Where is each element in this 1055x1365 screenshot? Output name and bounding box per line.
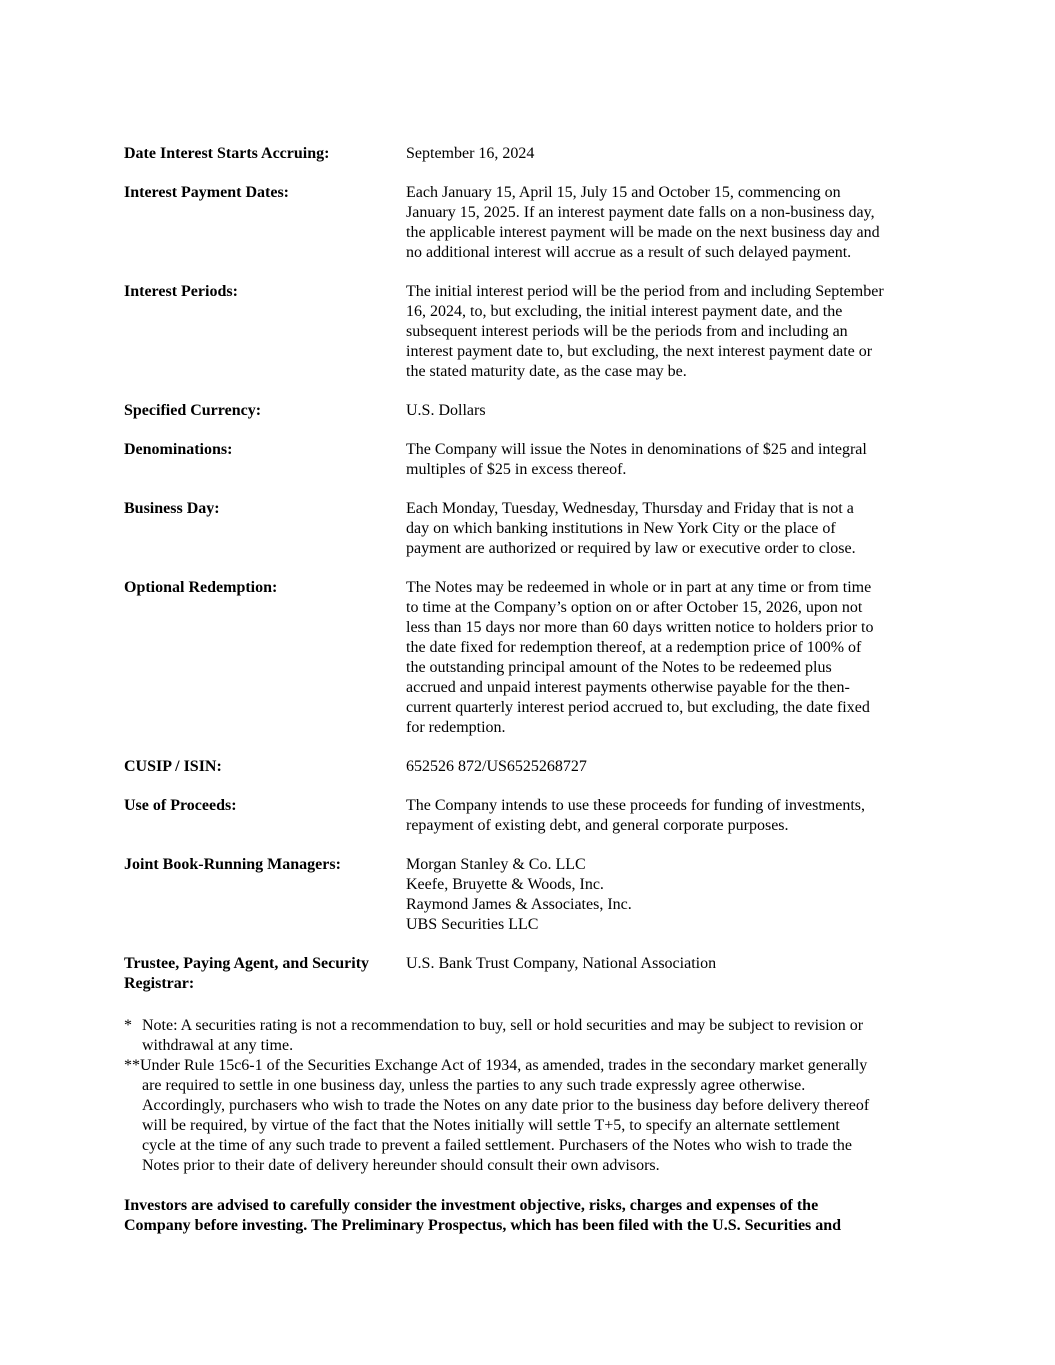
term-row — [124, 440, 934, 480]
term-row — [124, 578, 934, 738]
term-sheet-page — [124, 144, 934, 1236]
term-value-line: Keefe, Bruyette & Woods, Inc. — [406, 876, 604, 893]
closing-line: Investors are advised to carefully consider the investment objective, risks, charges and expenses of the — [124, 1197, 819, 1214]
term-value-line: 16, 2024, to, but excluding, the initial interest payment date, and the — [406, 303, 843, 320]
term-value — [406, 757, 934, 777]
term-value — [406, 855, 934, 935]
term-value-line: The Company will issue the Notes in denominations of $25 and integral — [406, 441, 867, 458]
term-value — [406, 578, 934, 738]
term-value-line: September 16, 2024 — [406, 145, 535, 162]
term-value-line: The Company intends to use these proceeds for funding of investments, — [406, 797, 866, 814]
footnote-text — [142, 1016, 934, 1056]
term-value-line: Each Monday, Tuesday, Wednesday, Thursday and Friday that is not a — [406, 500, 854, 517]
term-value-line: the stated maturity date, as the case may be. — [406, 363, 687, 380]
footnote — [124, 1056, 934, 1176]
term-label: Optional Redemption: — [124, 579, 278, 596]
footnote-text — [124, 1057, 934, 1176]
term-value-line: The Notes may be redeemed in whole or in part at any time or from time — [406, 579, 872, 596]
footnote-line: Note: A securities rating is not a recommendation to buy, sell or hold securities and may be subject to revision or — [142, 1017, 864, 1034]
term-value — [406, 499, 934, 559]
term-value-line: the date fixed for redemption thereof, at a redemption price of 100% of — [406, 639, 862, 656]
trustee-label-line-2: Registrar: — [124, 975, 195, 992]
term-label — [124, 954, 406, 994]
term-label: Business Day: — [124, 500, 220, 517]
term-value-line: Each January 15, April 15, July 15 and October 15, commencing on — [406, 184, 841, 201]
term-value — [406, 282, 934, 382]
term-value-line: accrued and unpaid interest payments otherwise payable for the then- — [406, 679, 850, 696]
term-label: Interest Periods: — [124, 283, 238, 300]
term-value-line: multiples of $25 in excess thereof. — [406, 461, 627, 478]
trustee-label-line-1: Trustee, Paying Agent, and Security — [124, 955, 370, 972]
term-label: Date Interest Starts Accruing: — [124, 145, 330, 162]
term-label: Joint Book-Running Managers: — [124, 856, 341, 873]
term-value-line: no additional interest will accrue as a result of such delayed payment. — [406, 244, 852, 261]
term-value-line: less than 15 days nor more than 60 days written notice to holders prior to — [406, 619, 874, 636]
term-value-line: UBS Securities LLC — [406, 916, 539, 933]
term-row — [124, 796, 934, 836]
term-row — [124, 183, 934, 263]
term-value-line: the outstanding principal amount of the Notes to be redeemed plus — [406, 659, 832, 676]
footnotes — [124, 1016, 934, 1176]
closing-statement — [124, 1196, 934, 1236]
term-value-line: the applicable interest payment will be made on the next business day and — [406, 224, 880, 241]
term-value-line: day on which banking institutions in New York City or the place of — [406, 520, 836, 537]
term-value — [406, 796, 934, 836]
term-value-line: The initial interest period will be the period from and including September — [406, 283, 884, 300]
term-value-line: Morgan Stanley & Co. LLC — [406, 856, 586, 873]
term-value-line: subsequent interest periods will be the periods from and including an — [406, 323, 848, 340]
term-label: CUSIP / ISIN: — [124, 758, 222, 775]
term-value-line: payment are authorized or required by law or executive order to close. — [406, 540, 856, 557]
term-row — [124, 144, 934, 164]
terms-list — [124, 144, 934, 935]
footnote-line: Accordingly, purchasers who wish to trade the Notes on any date prior to the business day before delivery thereof — [142, 1097, 870, 1114]
term-value-line: interest payment date to, but excluding, the next interest payment date or — [406, 343, 873, 360]
term-row-trustee — [124, 954, 934, 994]
term-value-line: U.S. Dollars — [406, 402, 486, 419]
term-value-line: Raymond James & Associates, Inc. — [406, 896, 632, 913]
footnote-line: Under Rule 15c6-1 of the Securities Exchange Act of 1934, as amended, trades in the secondary market generally — [140, 1057, 868, 1074]
term-row — [124, 282, 934, 382]
term-value — [406, 144, 934, 164]
term-row — [124, 499, 934, 559]
term-value: U.S. Bank Trust Company, National Association — [406, 955, 717, 972]
term-value — [406, 183, 934, 263]
footnote — [124, 1016, 934, 1056]
term-value — [406, 401, 934, 421]
term-value-line: current quarterly interest period accrued to, but excluding, the date fixed — [406, 699, 870, 716]
term-label: Use of Proceeds: — [124, 797, 237, 814]
term-label: Interest Payment Dates: — [124, 184, 289, 201]
footnote-line: Notes prior to their date of delivery hereunder should consult their own advisors. — [142, 1157, 660, 1174]
footnote-mark: ** — [124, 1057, 140, 1074]
footnote-line: withdrawal at any time. — [142, 1037, 294, 1054]
term-value-line: 652526 872/US6525268727 — [406, 758, 587, 775]
term-row — [124, 855, 934, 935]
term-value — [406, 440, 934, 480]
term-value-line: for redemption. — [406, 719, 506, 736]
term-row — [124, 401, 934, 421]
term-value-line: repayment of existing debt, and general corporate purposes. — [406, 817, 789, 834]
term-value-line: to time at the Company’s option on or after October 15, 2026, upon not — [406, 599, 863, 616]
footnote-mark: * — [124, 1017, 132, 1034]
term-label: Specified Currency: — [124, 402, 262, 419]
closing-line: Company before investing. The Preliminary Prospectus, which has been filed with the U.S. Securities and — [124, 1217, 842, 1234]
term-value-line: January 15, 2025. If an interest payment date falls on a non-business day, — [406, 204, 875, 221]
term-row — [124, 757, 934, 777]
footnote-line: will be required, by virtue of the fact that the Notes initially will settle T+5, to specify an alternate settlement — [142, 1117, 840, 1134]
term-label: Denominations: — [124, 441, 233, 458]
footnote-line: cycle at the time of any such trade to prevent a failed settlement. Purchasers of the Notes who wish to trade the — [142, 1137, 852, 1154]
footnote-line: are required to settle in one business day, unless the parties to any such trade expressly agree otherwise. — [142, 1077, 806, 1094]
